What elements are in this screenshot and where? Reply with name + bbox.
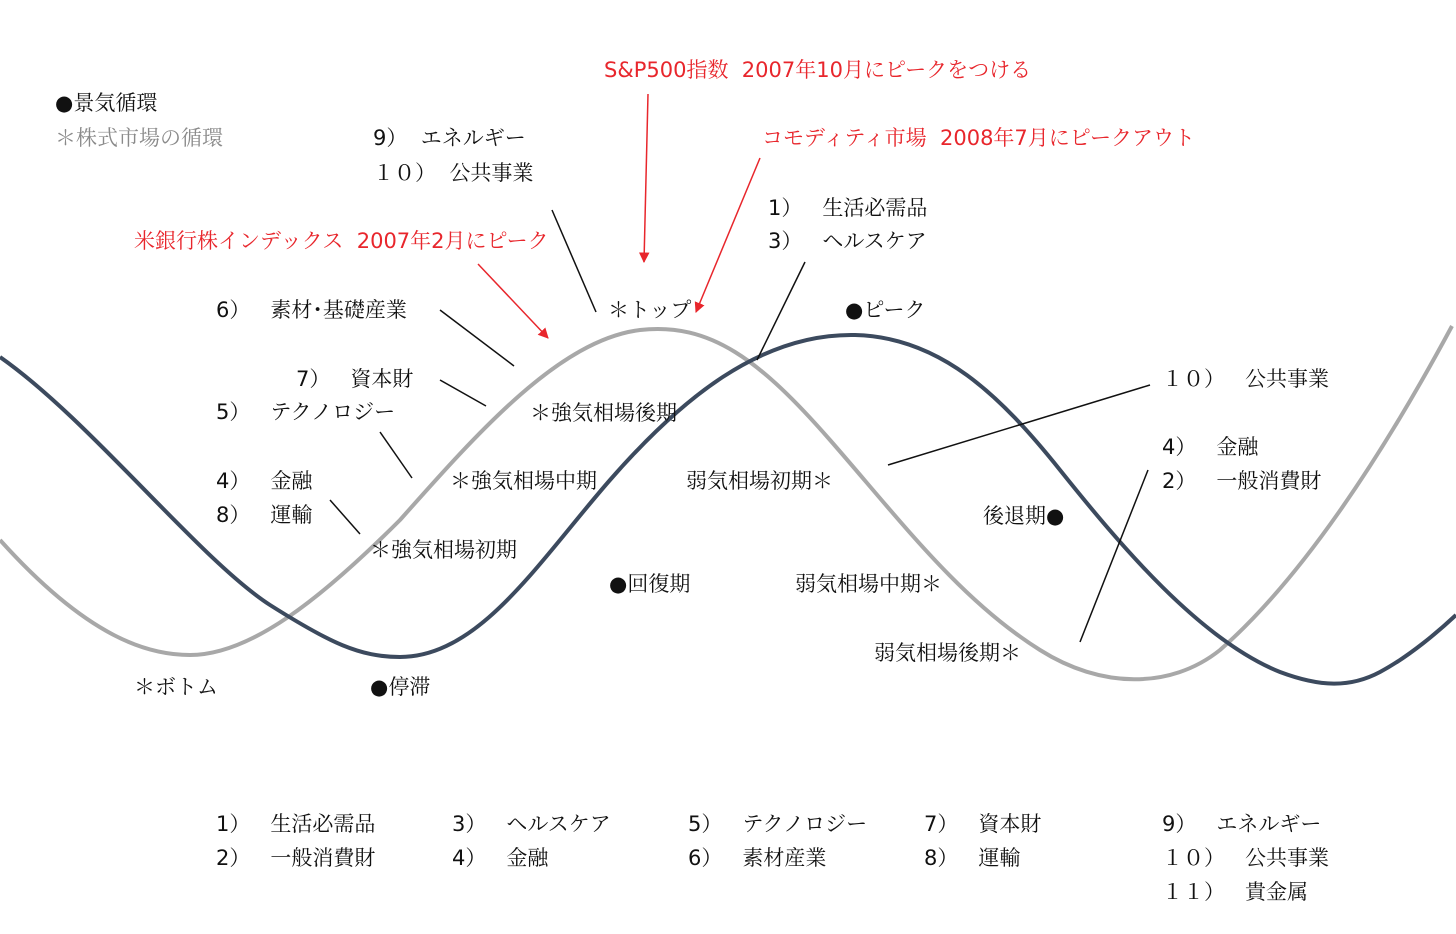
stock-phase-bear-mid: 弱気相場中期＊: [795, 572, 942, 596]
leader-line-materials: [440, 310, 514, 366]
sp500-annotation: S&P500指数 2007年10月にピークをつける: [604, 58, 1032, 82]
stock-phase-bull-early: ＊強気相場初期: [370, 538, 517, 562]
bank-arrow: [478, 264, 548, 338]
sector-energy-top: 9） エネルギー: [373, 126, 526, 150]
stock-phase-bear-late: 弱気相場後期＊: [874, 641, 1021, 665]
sector-list-item: 1） 生活必需品: [216, 812, 376, 836]
sector-list-item: １１） 貴金属: [1162, 880, 1309, 904]
sector-list-item: 7） 資本財: [924, 812, 1042, 836]
leader-line-capital-goods: [440, 380, 486, 406]
business-phase-recession: 後退期●: [983, 504, 1065, 528]
stock-phase-bull-late: ＊強気相場後期: [530, 401, 677, 425]
sector-list-item: 4） 金融: [452, 846, 549, 870]
sector-list-item: 6） 素材産業: [688, 846, 827, 870]
sector-consumer-right: 2） 一般消費財: [1162, 469, 1322, 493]
sector-list-item: 9） エネルギー: [1162, 812, 1322, 836]
leader-line-technology: [380, 432, 412, 478]
bank-annotation: 米銀行株インデックス 2007年2月にピーク: [134, 229, 549, 253]
stock-phase-top: ＊トップ: [608, 298, 692, 322]
leader-line-finance-transport: [330, 500, 360, 534]
leader-line-energy-utilities: [552, 210, 596, 312]
leader-line-finance-consumer-right: [1080, 470, 1148, 642]
sector-finance-right: 4） 金融: [1162, 435, 1259, 459]
commodity-arrow: [696, 158, 760, 312]
legend-stock-cycle: ＊株式市場の循環: [55, 126, 223, 150]
sector-capital-goods-left: 7） 資本財: [296, 367, 414, 391]
stock-phase-bull-mid: ＊強気相場中期: [450, 469, 597, 493]
sector-technology-left: 5） テクノロジー: [216, 400, 396, 424]
sector-list-item: １０） 公共事業: [1162, 846, 1330, 870]
business-phase-peak: ●ピーク: [845, 298, 926, 322]
leader-line-staples-health: [757, 262, 805, 360]
sector-list-item: 3） ヘルスケア: [452, 812, 611, 836]
sector-staples-top-right: 1） 生活必需品: [768, 196, 928, 220]
stock-phase-bear-early: 弱気相場初期＊: [686, 469, 833, 493]
sector-transport-left: 8） 運輸: [216, 503, 313, 527]
sector-list-item: 2） 一般消費財: [216, 846, 376, 870]
sector-list-item: 5） テクノロジー: [688, 812, 868, 836]
sector-utilities-right: １０） 公共事業: [1162, 367, 1330, 391]
business-phase-stagnation: ●停滞: [370, 675, 431, 699]
stock-phase-bottom: ＊ボトム: [134, 675, 218, 699]
sector-list-item: 8） 運輸: [924, 846, 1021, 870]
sector-finance-left: 4） 金融: [216, 469, 313, 493]
business-phase-recovery: ●回復期: [609, 572, 691, 596]
legend-business-cycle: ●景気循環: [55, 91, 158, 115]
sector-materials-left: 6） 素材･基礎産業: [216, 298, 407, 322]
leader-line-utilities-right: [888, 385, 1150, 465]
commodity-annotation: コモディティ市場 2008年7月にピークアウト: [762, 126, 1195, 150]
sector-health-top-right: 3） ヘルスケア: [768, 229, 927, 253]
sector-utilities-top: １０） 公共事業: [373, 161, 534, 185]
sp500-arrow: [644, 94, 648, 262]
